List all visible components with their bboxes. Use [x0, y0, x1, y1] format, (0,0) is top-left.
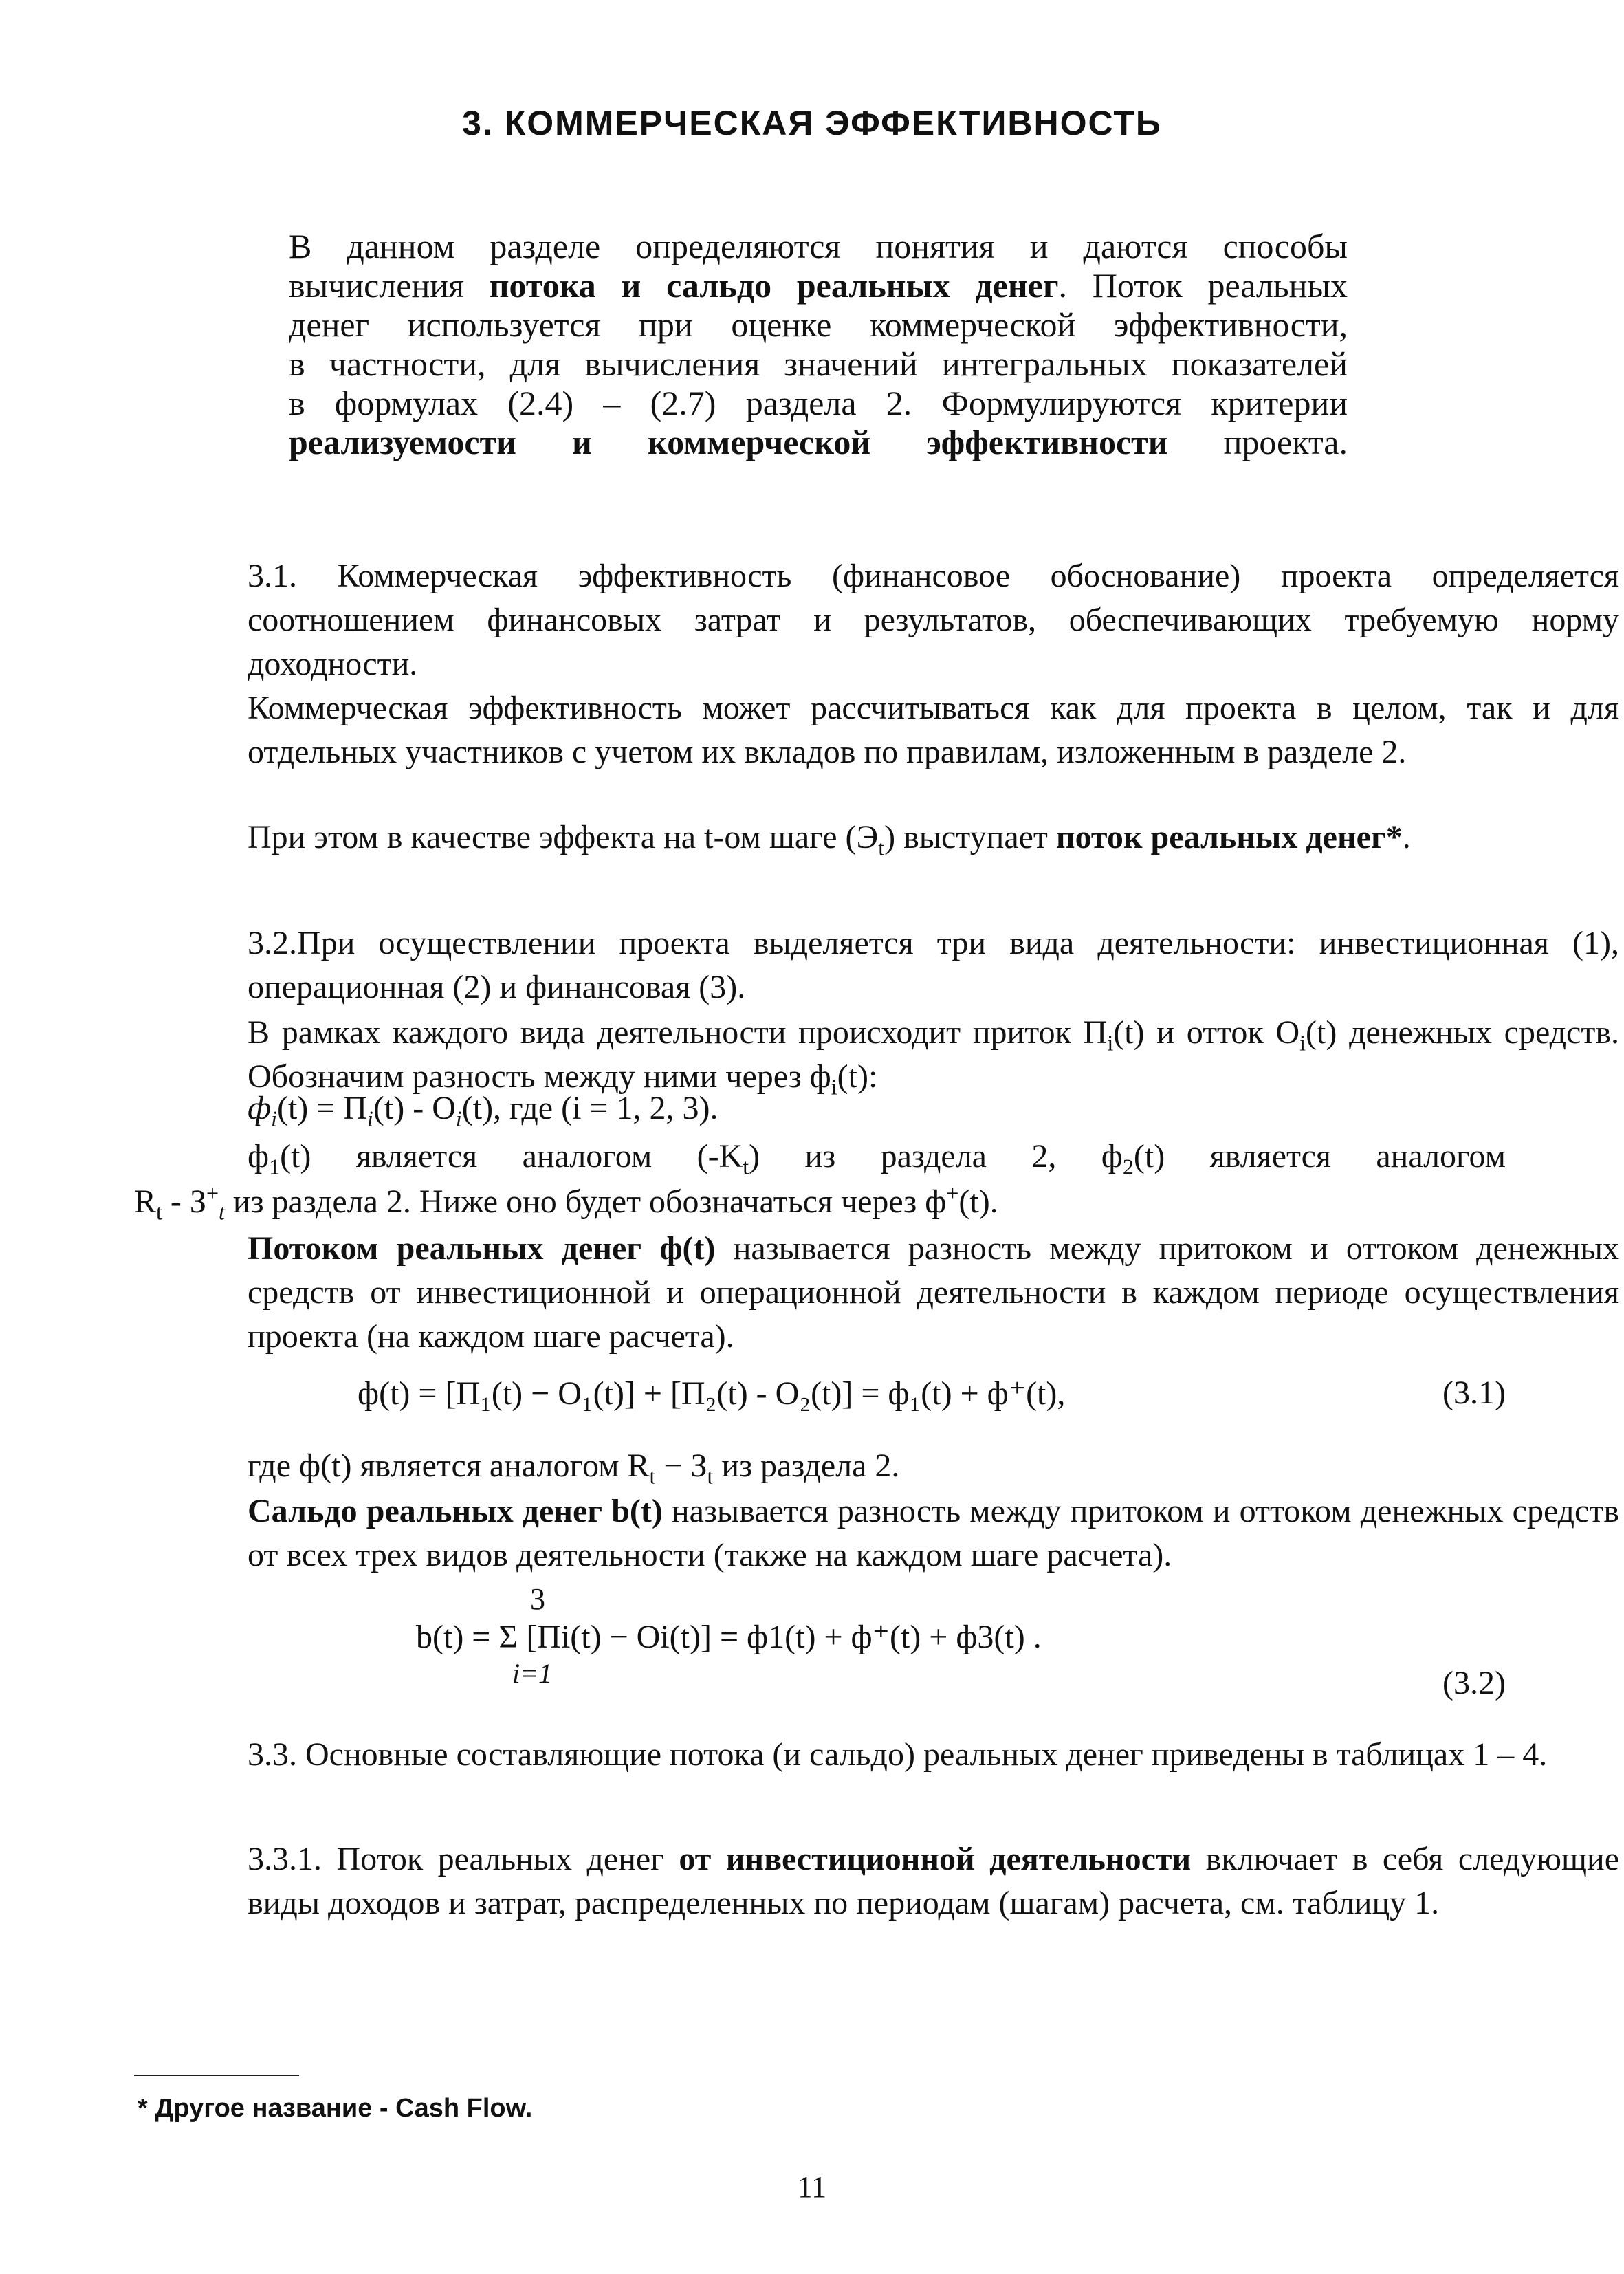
- text: ф: [248, 1138, 270, 1174]
- subscript: 1: [269, 1154, 281, 1179]
- text: (t) = П: [276, 1090, 368, 1126]
- text: При этом в качестве эффекта на t-ом шаге (Э: [248, 819, 879, 855]
- paragraph-balance-def: [134, 1489, 1619, 1577]
- subscript: t: [878, 835, 885, 860]
- text: R: [134, 1183, 157, 1220]
- subscript: 2: [1122, 1154, 1134, 1179]
- text: включает в себя следующие виды доходов и затрат, распределенных по периодам (шагам) расчета, см. таблицу 1.: [248, 1841, 1619, 1921]
- subscript: i: [1107, 1030, 1114, 1056]
- subscript: i: [367, 1106, 373, 1131]
- text: ф: [248, 1090, 272, 1126]
- text: (t) денежных средств. Обозначим разность между ними через ф: [248, 1014, 1620, 1095]
- bold-term: от инвестиционной деятельности: [679, 1841, 1192, 1877]
- bold-term: потока и сальдо реальных денег: [489, 266, 1059, 305]
- text: (t).: [958, 1183, 998, 1220]
- inline-formula-phi-i: [248, 1089, 718, 1131]
- subscript: t: [707, 1463, 714, 1489]
- text: (t), где (i = 1, 2, 3).: [461, 1090, 718, 1126]
- equation-number-3-2: (3.2): [1442, 1665, 1506, 1701]
- paragraph-analog-line2: [134, 1180, 1506, 1224]
- bold-term: поток реальных денег*: [1055, 819, 1403, 855]
- bold-term: Потоком реальных денег ф(t): [248, 1230, 716, 1267]
- subscript: i: [455, 1106, 462, 1131]
- text: из раздела 2.: [713, 1447, 900, 1484]
- text: − З: [655, 1447, 707, 1484]
- subscript: t: [743, 1154, 749, 1179]
- subscript: i: [1299, 1030, 1306, 1056]
- bold-term: Сальдо реальных денег b(t): [248, 1493, 663, 1529]
- page-number: 11: [797, 2170, 827, 2204]
- paragraph-3-3: 3.3. Основные составляющие потока (и сальдо) реальных денег приведены в таблицах 1 – 4.: [248, 1736, 1548, 1773]
- text: называется разность между притоком и оттоком денежных средств от инвестиционной и операционной деятельности в каждом периоде осуществления проекта (на каждом шаге расчета).: [248, 1230, 1619, 1355]
- intro-line: В данном разделе определяются понятия и даются способы: [289, 227, 1348, 265]
- text: ) из раздела 2, ф: [749, 1138, 1123, 1174]
- subscript: t: [156, 1199, 162, 1225]
- paragraph-cash-flow-def: [134, 1227, 1619, 1359]
- text: проекта.: [1167, 423, 1348, 461]
- text: .: [1402, 819, 1411, 855]
- paragraph-3-1: 3.1. Коммерческая эффективность (финансовое обоснование) проекта определяется соотношением финансовых затрат и результатов, обеспечивающих требуемую норму доходности.: [248, 558, 1619, 682]
- section-title: 3. КОММЕРЧЕСКАЯ ЭФФЕКТИВНОСТЬ: [462, 104, 1162, 142]
- text: (t) - O: [373, 1090, 456, 1126]
- paragraph-commercial: Коммерческая эффективность может рассчитываться как для проекта в целом, так и для отдельных участников с учетом их вкладов по правилам, изложенным в разделе 2.: [248, 690, 1619, 770]
- formula-3-1: ф(t) = [П₁(t) − O₁(t)] + [П₂(t) - O₂(t)] = ф₁(t) + ф⁺(t),: [358, 1375, 1066, 1412]
- text: 3.3.1. Поток реальных денег: [248, 1841, 679, 1877]
- intro-line: [289, 266, 1348, 305]
- text: называется разность между притоком и оттоком денежных средств от всех трех видов деятельности (также на каждом шаге расчета).: [248, 1493, 1619, 1573]
- footnote: * Другое название - Cash Flow.: [138, 2094, 533, 2123]
- text: из раздела 2. Ниже оно будет обозначаться через ф: [224, 1183, 947, 1220]
- intro-paragraph: [289, 227, 1348, 462]
- intro-line: в формулах (2.4) – (2.7) раздела 2. Формулируются критерии: [289, 384, 1348, 422]
- bold-term: реализуемости и коммерческой эффективности: [289, 423, 1168, 461]
- intro-line: в частности, для вычисления значений интегральных показателей: [289, 345, 1348, 383]
- text: вычисления: [289, 266, 490, 305]
- text: ) выступает: [884, 819, 1056, 855]
- paragraph-flows: [134, 1011, 1619, 1099]
- text: (t) и отток O: [1113, 1014, 1300, 1051]
- paragraph-3-2: 3.2.При осуществлении проекта выделяется три вида деятельности: инвестиционная (1), операционная (2) и финансовая (3).: [248, 925, 1619, 1005]
- equation-number-3-1: (3.1): [1442, 1375, 1506, 1411]
- text: - З: [162, 1183, 206, 1220]
- text: где ф(t) является аналогом R: [248, 1447, 650, 1484]
- formula-3-2: b(t) = Σ [Пi(t) − Oi(t)] = ф1(t) + ф⁺(t) + ф3(t) .: [416, 1619, 1042, 1655]
- footnote-rule: [134, 2075, 299, 2076]
- intro-line: [289, 423, 1348, 462]
- superscript: +: [206, 1181, 219, 1205]
- superscript: +: [946, 1181, 959, 1205]
- text: В рамках каждого вида деятельности происходит приток П: [248, 1014, 1108, 1051]
- text: (t):: [837, 1058, 878, 1095]
- subscript: i: [271, 1106, 277, 1131]
- sum-upper-limit: 3: [530, 1582, 545, 1616]
- paragraph-analog-line1: [134, 1135, 1506, 1179]
- text: (t) является аналогом: [1133, 1138, 1506, 1174]
- sum-lower-limit: i=1: [512, 1658, 553, 1689]
- intro-line: денег используется при оценке коммерческой эффективности,: [289, 305, 1348, 344]
- subscript: i: [831, 1074, 837, 1100]
- subscript: t: [649, 1463, 656, 1489]
- paragraph-analog-cf: [134, 1444, 1619, 1488]
- text: (t) является аналогом (-K: [280, 1138, 743, 1174]
- subscript: t: [218, 1199, 225, 1225]
- paragraph-effect: [134, 816, 1619, 860]
- text: . Поток реальных: [1058, 266, 1348, 305]
- paragraph-3-3-1: [134, 1837, 1619, 1925]
